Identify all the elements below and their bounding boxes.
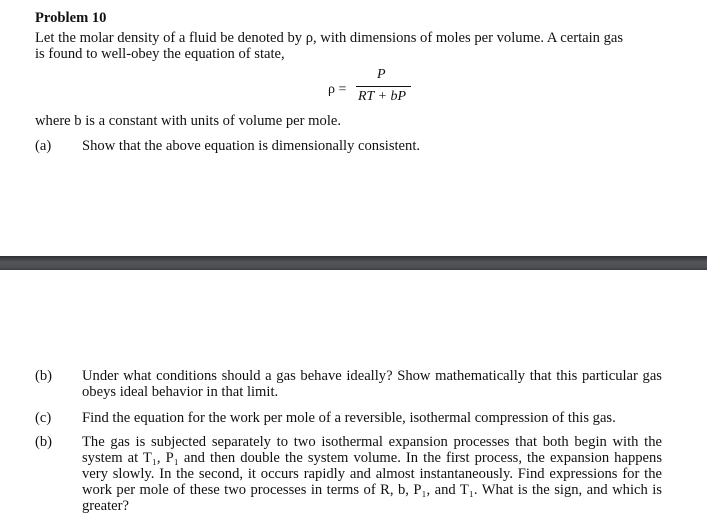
intro-line-1: Let the molar density of a fluid be denoted by ρ, with dimensions of moles per volume. A certain gas — [35, 30, 624, 46]
part-b-label: (b) — [35, 368, 53, 384]
equation-denominator: RT + bP — [358, 89, 407, 104]
equation-lhs: ρ = — [328, 82, 347, 97]
page-divider — [0, 256, 707, 270]
part-a-label: (a) — [35, 138, 52, 154]
part-b-text: Under what conditions should a gas behave ideally? Show mathematically that this particular gas obeys ideal behavior in that limit. — [82, 368, 662, 400]
part-d-text: The gas is subjected separately to two isothermal expansion processes that both begin with the system at T₁, P₁ and then double the system volume. In the first process, the expansion happens very slowly. In the second, it occurs rapidly and almost instantaneously. Find expressions for the work per mole of these two processes in terms of R, b, P₁, and T₁. What is the sign, and which is greater? — [82, 434, 662, 514]
part-d-label: (b) — [35, 434, 53, 450]
where-text: where b is a constant with units of volume per mole. — [35, 113, 341, 129]
part-c-label: (c) — [35, 410, 52, 426]
intro-line-2: is found to well-obey the equation of state, — [35, 46, 285, 62]
part-a-text: Show that the above equation is dimensionally consistent. — [82, 138, 421, 154]
equation-numerator: P — [377, 67, 386, 82]
problem-title: Problem 10 — [35, 10, 107, 26]
fraction-line — [356, 86, 411, 87]
part-c-text: Find the equation for the work per mole of a reversible, isothermal compression of this gas. — [82, 410, 616, 426]
